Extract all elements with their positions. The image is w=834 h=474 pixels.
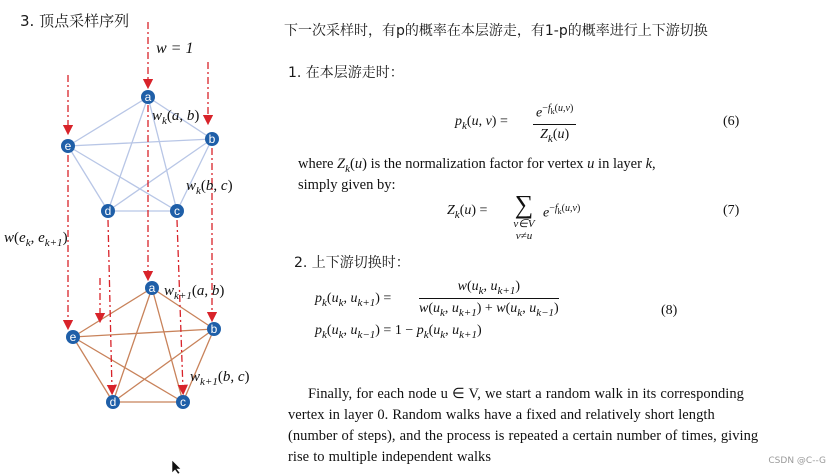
equation-8-number: (8) xyxy=(661,303,678,318)
node-lower-d-label: d xyxy=(109,395,117,409)
where-text: where $Z_k(u)$ is the normalization factor for vertex u in layer k, simply given by: xyxy=(298,156,656,193)
headline: 下一次采样时，有p的概率在本层游走，有1-p的概率进行上下游切换 xyxy=(284,23,708,39)
label-wk-ab: $w_k(a$, b) xyxy=(152,108,200,127)
section-title: 3. 顶点采样序列 xyxy=(20,12,130,30)
node-upper-a-label: a xyxy=(144,90,152,104)
sum-subscript-2: v≠u xyxy=(515,230,533,242)
node-lower-b-label: b xyxy=(210,322,218,336)
node-upper-e-label: e xyxy=(64,139,72,153)
node-lower-c-label: c xyxy=(180,395,186,409)
node-upper-b-label: b xyxy=(208,132,216,146)
watermark: CSDN @C--G xyxy=(768,456,826,466)
mouse-cursor-icon xyxy=(172,460,181,474)
equation-7-number: (7) xyxy=(723,203,740,218)
node-lower-a-label: a xyxy=(148,281,156,295)
sum-subscript-1: v∈V xyxy=(513,218,535,230)
final-paragraph: Finally, for each node u ∈ V, we start a random walk in its corresponding vertex in layer 0. Random walks have a fixed and relatively short length (number of steps), and the process is repeated a certain number of times, giving rise to multiple independent walks xyxy=(288,386,759,465)
node-upper-c-label: c xyxy=(174,204,180,218)
label-wk-bc: $w_k(b$, c) xyxy=(186,178,233,197)
equation-6: $p_k(u$, v) = $\frac{e^{-f_k(u,v)}}{Z_k(u)}$ (6) xyxy=(455,100,795,144)
node-lower-e-label: e xyxy=(69,330,77,344)
label-w-equals-1: w = 1 xyxy=(156,40,194,57)
label-w-cross-layer: $w(e_k$, $e_{k+1}$) xyxy=(4,230,68,249)
step1-heading: 1. 在本层游走时： xyxy=(288,65,404,81)
layer-transition-arrows xyxy=(68,22,212,390)
step2-heading: 2. 上下游切换时： xyxy=(294,255,410,271)
equation-6-number: (6) xyxy=(723,114,740,129)
equation-8: $p_k(u_k$, $u_{k+1}$) = $\frac{w(u_k, u_{k+1})}{w(u_k, u_{k+1}) + w(u_k, u_{k-1})}$ (8) $p_k(u_k$, $u_{k-1}) = 1 - p_k(u_k$, $u_{k+1}$) xyxy=(315,279,678,341)
equation-7: $Z_k(u)$ = ∑ v∈V v≠u $e^{-f_k(u,v)}$ (7) xyxy=(447,190,740,242)
label-wk1-bc: $w_{k+1}(b$, c) xyxy=(190,369,250,388)
label-wk1-ab: $w_{k+1}(a$, b) xyxy=(164,283,225,302)
node-upper-d-label: d xyxy=(104,204,112,218)
